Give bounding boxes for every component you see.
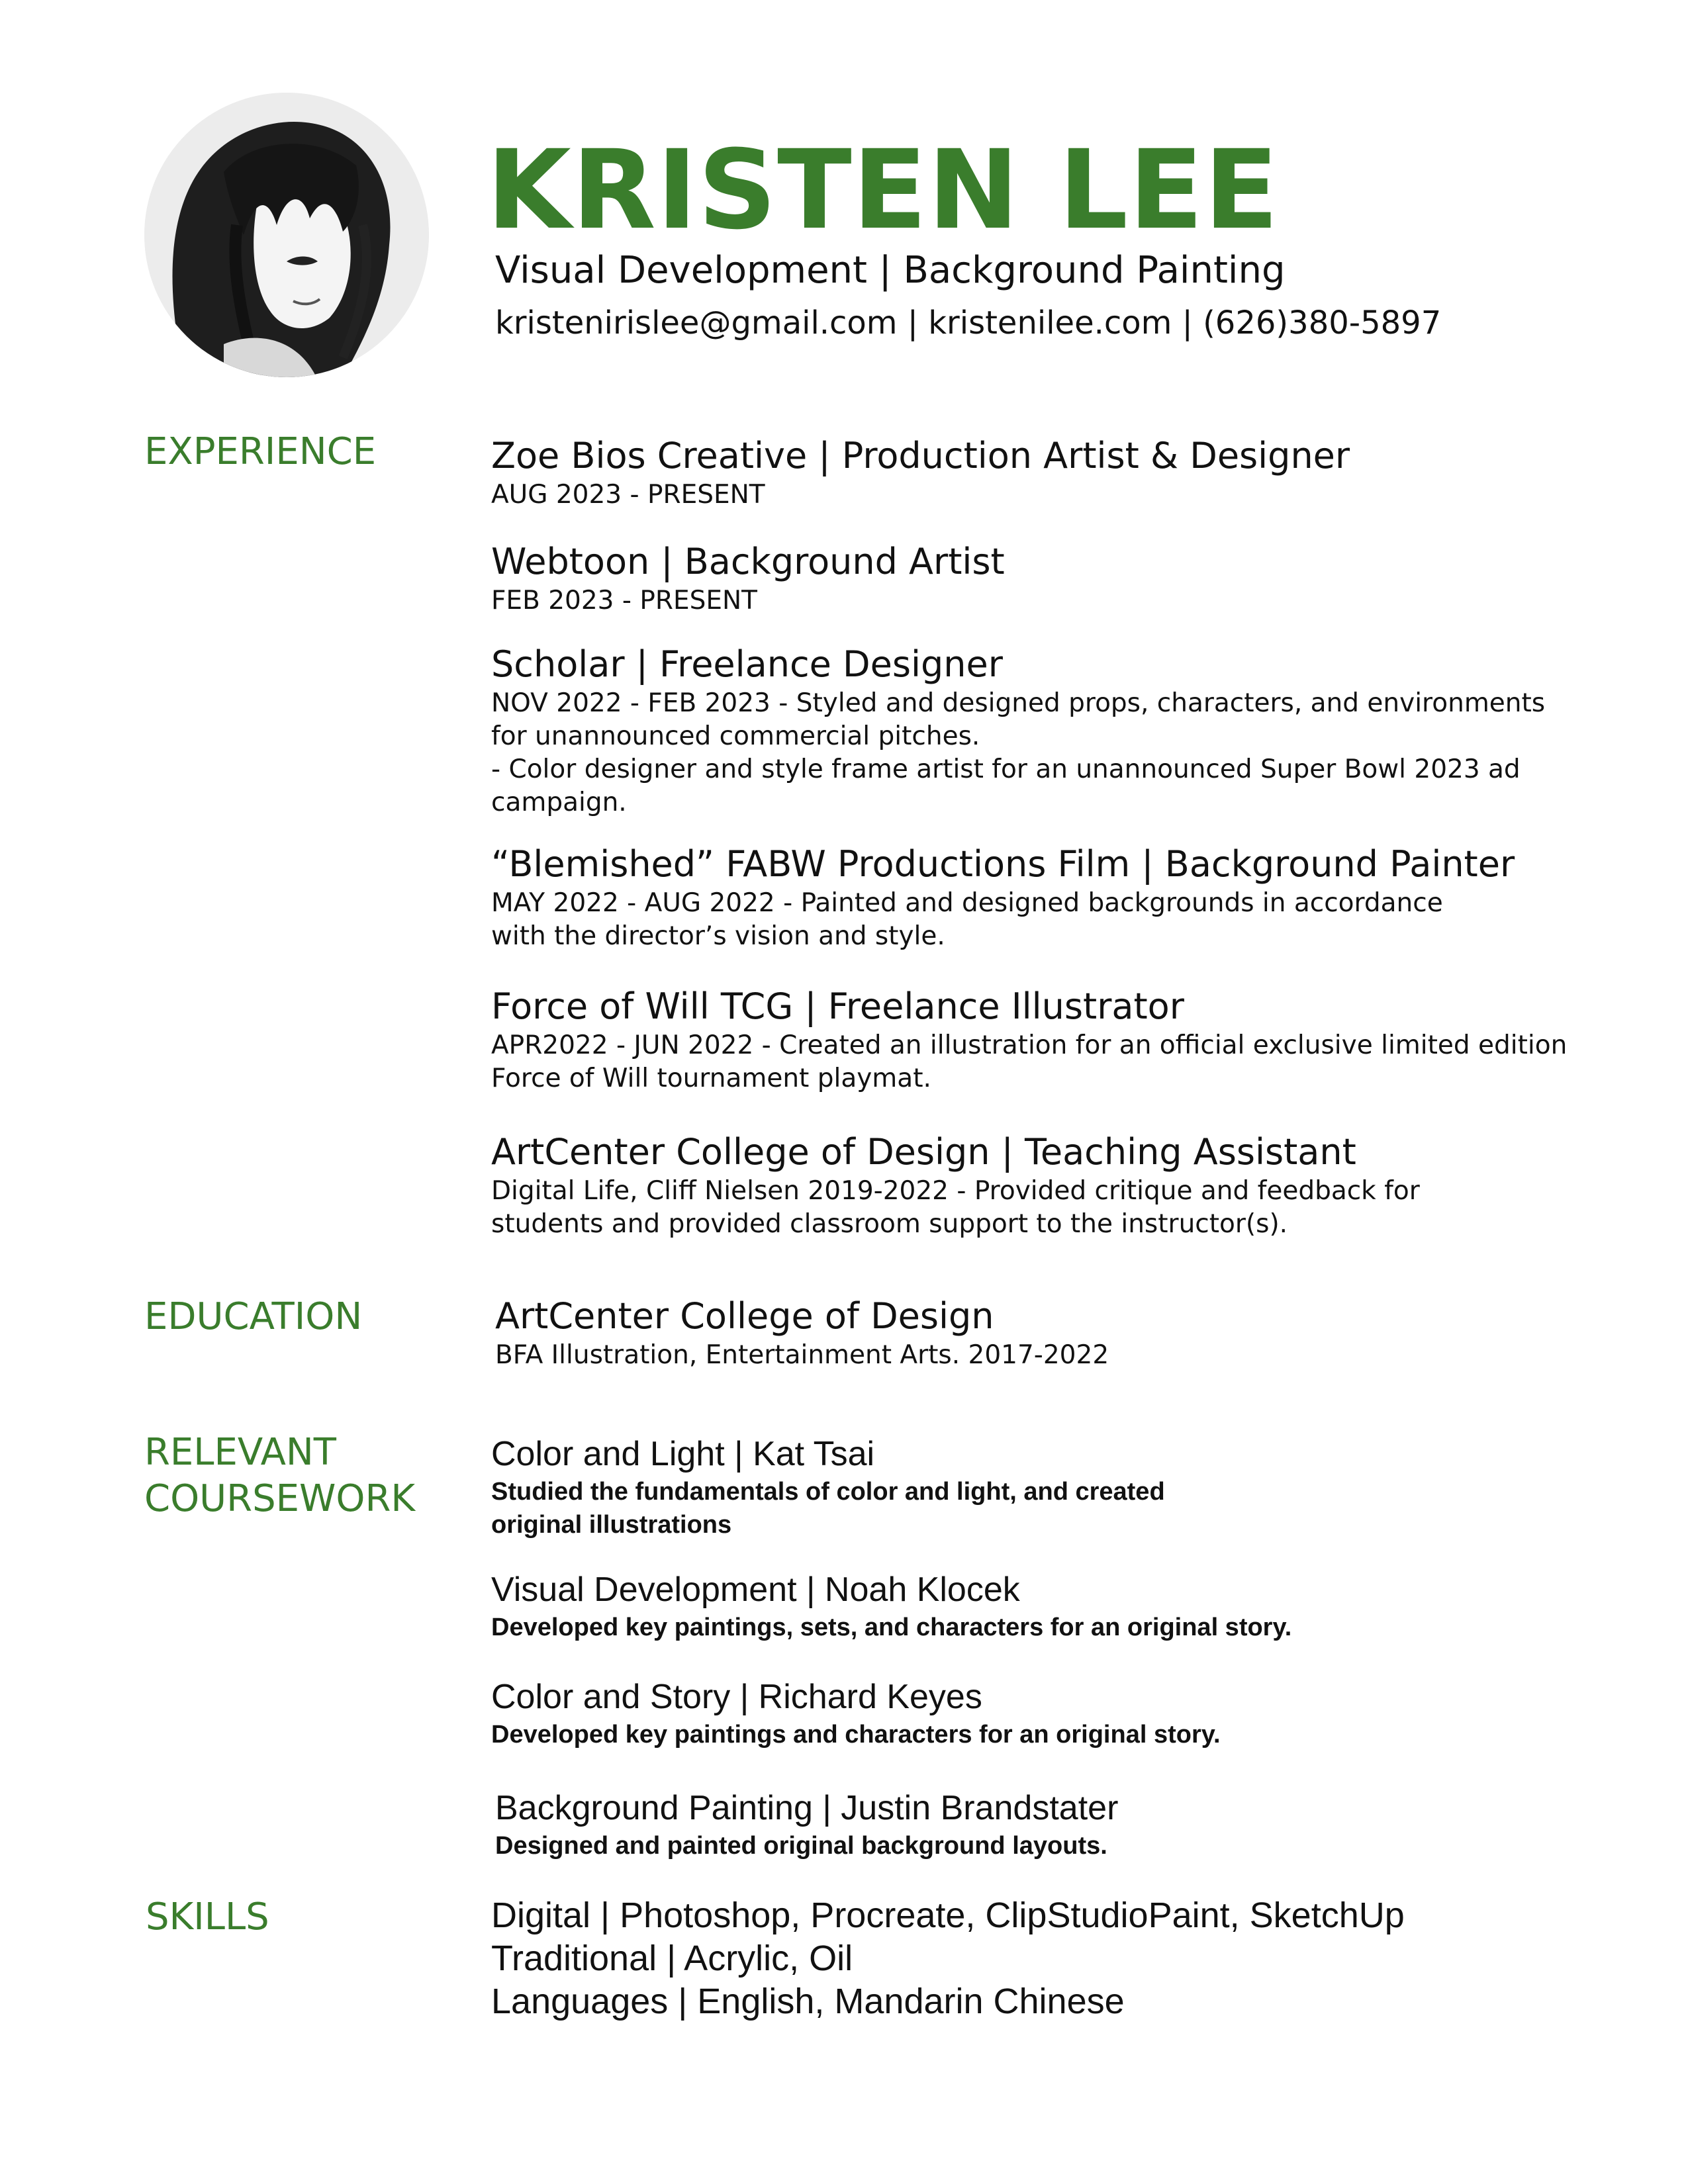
- entry-body: [491, 478, 1583, 512]
- course-entry: [491, 1569, 1583, 1644]
- entry-title: Scholar | Freelance Designer: [491, 643, 1003, 685]
- entry-line: Digital Life, Cliff Nielsen 2019-2022 - Provided critique and feedback for: [491, 1176, 1420, 1206]
- skills-list: [491, 1894, 1583, 2023]
- entry-title: ArtCenter College of Design: [495, 1295, 994, 1337]
- course-title: Visual Development | Noah Klocek: [491, 1570, 1020, 1609]
- skill-line: Traditional | Acrylic, Oil: [491, 1938, 853, 1978]
- portrait-illustration: [144, 93, 429, 377]
- education-entry: [495, 1294, 1587, 1372]
- candidate-subtitle: Visual Development | Background Painting: [495, 249, 1286, 292]
- entry-title: ArtCenter College of Design | Teaching Assistant: [491, 1131, 1356, 1173]
- entry-body: [491, 887, 1583, 953]
- entry-body: [491, 687, 1583, 819]
- entry-title: Webtoon | Background Artist: [491, 541, 1005, 582]
- course-entry: [491, 1433, 1583, 1541]
- entry-body: [495, 1339, 1587, 1372]
- entry-line: BFA Illustration, Entertainment Arts. 2017-2022: [495, 1340, 1109, 1370]
- entry-line: APR2022 - JUN 2022 - Created an illustration for an official exclusive limited edition: [491, 1030, 1568, 1060]
- experience-entry: [491, 984, 1583, 1095]
- entry-line: AUG 2023 - PRESENT: [491, 480, 765, 510]
- education-heading: EDUCATION: [144, 1295, 363, 1338]
- entry-line: campaign.: [491, 788, 627, 817]
- experience-entry: [491, 433, 1583, 512]
- experience-entry: [491, 642, 1583, 819]
- coursework-heading-line: COURSEWORK: [144, 1477, 416, 1520]
- entry-line: NOV 2022 - FEB 2023 - Styled and designed props, characters, and environments: [491, 688, 1546, 718]
- entry-body: [491, 1175, 1583, 1241]
- course-line: Designed and painted original background layouts.: [495, 1832, 1107, 1860]
- entry-line: with the director’s vision and style.: [491, 921, 945, 951]
- entry-line: - Color designer and style frame artist for an unannounced Super Bowl 2023 ad: [491, 754, 1521, 784]
- experience-entry: [491, 842, 1583, 953]
- course-line: Studied the fundamentals of color and light, and created: [491, 1478, 1165, 1506]
- skills-heading: SKILLS: [146, 1895, 269, 1938]
- course-entry: [491, 1676, 1583, 1751]
- entry-title: Force of Will TCG | Freelance Illustrator: [491, 985, 1184, 1027]
- experience-heading: EXPERIENCE: [144, 430, 377, 473]
- entry-line: for unannounced commercial pitches.: [491, 721, 980, 751]
- entry-body: [491, 1029, 1583, 1095]
- course-title: Color and Story | Richard Keyes: [491, 1678, 982, 1716]
- avatar: [144, 93, 429, 377]
- skill-line: Digital | Photoshop, Procreate, ClipStudioPaint, SketchUp: [491, 1895, 1405, 1935]
- course-title: Color and Light | Kat Tsai: [491, 1435, 875, 1473]
- candidate-name: KRISTEN LEE: [487, 126, 1280, 253]
- experience-entry: [491, 1130, 1583, 1241]
- course-entry: [495, 1787, 1587, 1862]
- entry-body: [491, 584, 1583, 617]
- entry-line: Force of Will tournament playmat.: [491, 1064, 931, 1093]
- coursework-heading-line: RELEVANT: [144, 1431, 337, 1474]
- entry-line: MAY 2022 - AUG 2022 - Painted and designed backgrounds in accordance: [491, 888, 1443, 918]
- coursework-heading: [144, 1430, 415, 1522]
- entry-title: “Blemished” FABW Productions Film | Background Painter: [491, 843, 1515, 885]
- contact-info: kristenirislee@gmail.com | kristenilee.com | (626)380-5897: [495, 304, 1442, 341]
- experience-entry: [491, 539, 1583, 617]
- entry-title: Zoe Bios Creative | Production Artist & Designer: [491, 435, 1350, 477]
- entry-line: FEB 2023 - PRESENT: [491, 586, 757, 615]
- skill-line: Languages | English, Mandarin Chinese: [491, 1981, 1125, 2021]
- course-line: original illustrations: [491, 1511, 732, 1539]
- course-line: Developed key paintings and characters for an original story.: [491, 1721, 1221, 1749]
- course-title: Background Painting | Justin Brandstater: [495, 1789, 1119, 1827]
- entry-line: students and provided classroom support to the instructor(s).: [491, 1209, 1288, 1239]
- course-line: Developed key paintings, sets, and characters for an original story.: [491, 1614, 1292, 1641]
